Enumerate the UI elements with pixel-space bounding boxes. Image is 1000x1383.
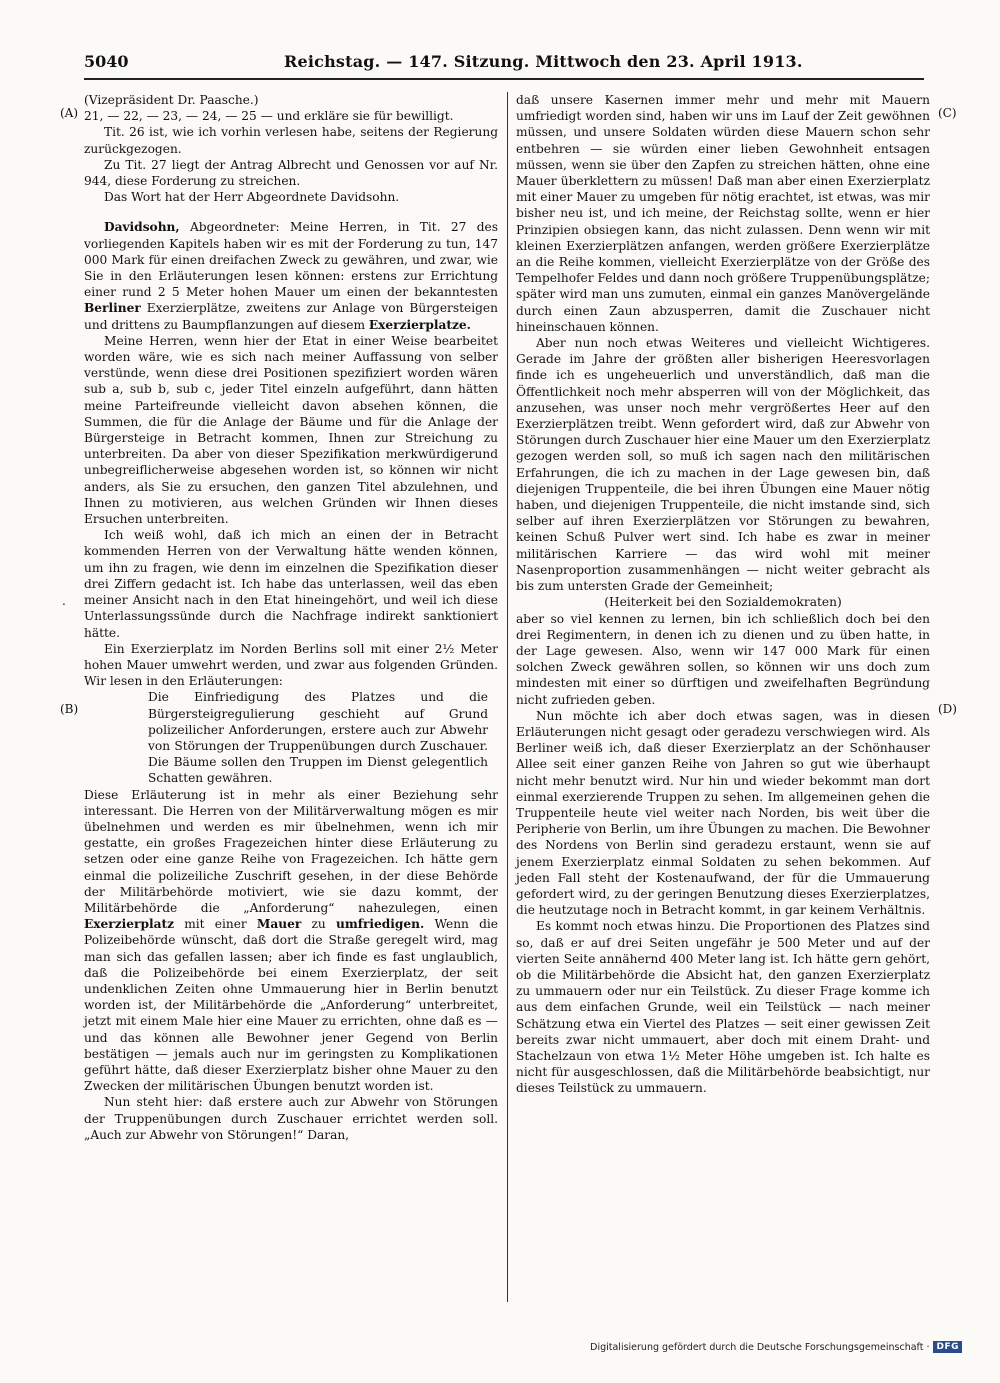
- digitization-footer: [590, 1341, 962, 1353]
- speech-text: Abgeordneter: Meine Herren, in Tit. 27 des vorliegenden Kapitels haben wir es mit der Forderung zu tun, 147 000 Mark für einen dreifachen Zweck zu gewähren, und zwar, wie Sie in den Erläuterungen lesen können: erstens zur Errichtung einer rund 2 5 Meter hohen Mauer um einen der bekanntesten: [84, 220, 498, 300]
- speech-text: Diese Erläuterung ist in mehr als einer Beziehung sehr interessant. Die Herren von der Militärverwaltung mögen es mir übelnehmen und werden es mir übelnehmen, wenn ich mir gestatte, ein großes Fragezeichen hinter diese Erläuterung zu setzen oder eine ganze Reihe von Fragezeichen. Ich hätte gern einmal die polizeiliche Zuschrift gesehen, in der diese Behörde der Militärbehörde motiviert, wie sie dazu kommt, der Militärbehörde die „Anforderung“ nahezulegen, einen: [84, 787, 498, 915]
- presiding-speaker: (Vizepräsident Dr. Paasche.): [84, 93, 259, 107]
- speech-paragraph: daß unsere Kasernen immer mehr und mehr mit Mauern umfriedigt worden sind, haben wir uns im Lauf der Zeit gewöhnen müssen, und unsere Soldaten würden diese Mauern schon sehr entbehren — sie würden einer lieben Gewohnheit entsagen müssen, wenn sie über den Zapfen zu streichen hätten, ohne eine Mauer überklettern zu müssen! Daß man aber einen Exerzierplatz mit einer Mauer zu umgeben für nötig erachtet, ist etwas, was mir bisher neu ist, und ich meine, der Reichstag sollte, wenn er hier Prinzipien obsiegen kann, das nicht zulassen. Denn wenn wir mit kleinen Exerzierplätzen anfangen, werden größere Exerzierplätze an die Reihe kommen, vielleicht Exerzierplätze von der Größe des Tempelhofer Feldes und dann noch größere Truppenübungsplätze; später wird man uns zumuten, einmal ein ganzes Manövergelände durch einen Zaun abzusperren, damit die Zuschauer nicht hineinschauen können.: [516, 93, 930, 334]
- stray-dot: .: [62, 594, 66, 608]
- margin-mark-c: (C): [938, 106, 957, 120]
- margin-mark-d: (D): [938, 702, 957, 716]
- header-rule: [84, 78, 924, 80]
- paragraph: 21, — 22, — 23, — 24, — 25 — und erkläre sie für bewilligt.: [84, 109, 454, 124]
- speech-paragraph: [84, 787, 498, 1095]
- speaker-name: Davidsohn,: [104, 220, 180, 235]
- emphasis-text: umfriedigen.: [335, 917, 425, 932]
- emphasis-text: Exerzierplatze.: [368, 317, 471, 332]
- speech-paragraph: aber so viel kennen zu lernen, bin ich schließlich doch bei den drei Regimentern, in denen ich zu dienen und zu üben hatte, in der Lage gewesen. Also, wenn wir 147 000 Mark für einen solchen Zweck gewähren sollen, so können wir uns doch zum mindesten mit einer so dürftigen und zweifelhaften Begründung nicht zufrieden geben.: [516, 611, 930, 707]
- margin-mark-b: (B): [60, 702, 79, 716]
- page-number: 5040: [84, 52, 129, 71]
- left-column: [84, 92, 498, 1143]
- quoted-explanation: Die Einfriedigung des Platzes und die Bürgersteigregulierung geschieht auf Grund polizeilicher Anforderungen, erstere auch zur Abwehr von Störungen der Truppenübungen durch Zuschauer. Die Bäume sollen den Truppen im Dienst gelegentlich Schatten gewähren.: [148, 690, 488, 786]
- right-column: [516, 92, 930, 1097]
- speech-text: zu: [301, 917, 336, 932]
- page-title: Reichstag. — 147. Sitzung. Mittwoch den 23. April 1913.: [284, 52, 803, 71]
- running-head: [84, 52, 803, 76]
- emphasis-text: Exerzierplatz: [84, 917, 175, 932]
- paragraph: Das Wort hat der Herr Abgeordnete Davidsohn.: [104, 190, 400, 205]
- column-divider: [507, 92, 508, 1302]
- speech-text: Wenn die Polizeibehörde wünscht, daß dort die Straße geregelt wird, mag man sich das gefallen lassen; aber ich finde es fast unglaublich, daß die Polizeibehörde bei einem Exerzierplatz, der seit undenklichen Zeiten ohne Ummauerung hier in Berlin benutzt worden ist, der Militärbehörde die „Anforderung“ unterbreitet, jetzt mit einem Male hier eine Mauer zu errichten, ohne daß es — und das können alle Bewohner jener Gegend von Berlin bestätigen — jemals auch nur im geringsten zu Komplikationen geführt hätte, daß dieser Exerzierplatz bisher ohne Mauer zu den Zwecken der militärischen Übungen benutzt worden ist.: [84, 917, 498, 1094]
- speech-text: mit einer: [174, 917, 257, 932]
- paragraph: Tit. 26 ist, wie ich vorhin verlesen habe, seitens der Regierung zurückgezogen.: [84, 125, 498, 156]
- speech-paragraph: Nun steht hier: daß erstere auch zur Abwehr von Störungen der Truppenübungen durch Zuschauer errichtet werden soll. „Auch zur Abwehr von Störungen!“ Daran,: [84, 1095, 498, 1142]
- speech-text: Exerzierplätze, zweitens zur Anlage von Bürgersteigen und drittens zu Baumpflanzungen auf diesem: [84, 301, 498, 332]
- speech-paragraph: Meine Herren, wenn hier der Etat in einer Weise bearbeitet worden wäre, wie es sich nach meiner Auffassung von selber verstünde, wenn diese drei Positionen spezifiziert worden wären sub a, sub b, sub c, jeder Titel einzeln aufgeführt, dann hätten meine Parteifreunde vielleicht davon absehen können, die Summen, die für die Anlage der Bäume und für die Anlage der Bürgersteige in Betracht kommen, Ihnen zur Streichung zu unterbreiten. Da aber von dieser Spezifikation merkwürdigerund unbegreiflicherweise abgesehen worden ist, so können wir nicht anders, als Sie zu ersuchen, den ganzen Titel abzulehnen, und Ihnen zu motivieren, aus welchen Gründen wir Ihnen dieses Ersuchen unterbreiten.: [84, 333, 498, 527]
- paragraph: Zu Tit. 27 liegt der Antrag Albrecht und Genossen vor auf Nr. 944, diese Forderung zu streichen.: [84, 157, 498, 189]
- speech-paragraph: Nun möchte ich aber doch etwas sagen, was in diesen Erläuterungen nicht gesagt oder geradezu verschwiegen wird. Als Berliner weiß ich, daß dieser Exerzierplatz an der Schönhauser Allee seit einer ganzen Reihe von Jahren so gut wie überhaupt nicht mehr benutzt wird. Nur hin und wieder bekommt man dort einmal exerzierende Truppen zu sehen. Im allgemeinen gehen die Truppenteile heute viel weiter nach Norden, bis weit über die Peripherie von Berlin, um ihre Übungen zu machen. Die Bewohner des Nordens von Berlin sind geradezu erstaunt, wenn sie auf jenem Exerzierplatz einmal Soldaten zu sehen bekommen. Auf jeden Fall steht der Kostenaufwand, der für die Ummauerung gefordert wird, zu der geringen Benutzung dieses Exerzierplatzes, die heutzutage noch in Betracht kommt, in gar keinem Verhältnis.: [516, 708, 930, 918]
- emphasis-text: Mauer: [256, 917, 302, 932]
- dfg-logo-icon: DFG: [933, 1341, 962, 1353]
- emphasis-text: Berliner: [84, 301, 141, 316]
- speech-paragraph: Ich weiß wohl, daß ich mich an einen der in Betracht kommenden Herren von der Verwaltung hätte wenden können, um ihn zu fragen, wie denn im einzelnen die Spezifikation dieser drei Ziffern gedacht ist. Ich habe das unterlassen, weil das eben meiner Ansicht nach in den Etat hineingehört, und weil ich diese Unterlassungssünde durch die Nachfrage indirekt sanktioniert hätte.: [84, 528, 498, 640]
- interjection: (Heiterkeit bei den Sozialdemokraten): [604, 595, 842, 610]
- margin-mark-a: (A): [60, 106, 79, 120]
- speech-paragraph: Es kommt noch etwas hinzu. Die Proportionen des Platzes sind so, daß er auf drei Seiten ungefähr je 500 Meter und auf der vierten Seite annähernd 400 Meter lang ist. Ich hätte gern gehört, ob die Militärbehörde die Absicht hat, den ganzen Exerzierplatz zu ummauern oder nur ein Teilstück. Zu dieser Frage komme ich aus dem einfachen Grunde, weil ein Teilstück — nach meiner Schätzung etwa ein Viertel des Platzes — seit einer gewissen Zeit bereits zwar nicht ummauert, aber doch mit einem Draht- und Stachelzaun von etwa 1½ Meter Höhe umgeben ist. Ich halte es nicht für ausgeschlossen, daß die Militärbehörde beabsichtigt, nur dieses Teilstück zu ummauern.: [516, 919, 930, 1096]
- speech-paragraph: [84, 219, 498, 332]
- speech-paragraph: Ein Exerzierplatz im Norden Berlins soll mit einer 2½ Meter hohen Mauer umwehrt werden, und zwar aus folgenden Gründen. Wir lesen in den Erläuterungen:: [84, 641, 498, 689]
- speech-paragraph: Aber nun noch etwas Weiteres und vielleicht Wichtigeres. Gerade im Jahre der größten aller bisherigen Heeresvorlagen finde ich es ungeheuerlich und unverständlich, daß man die Öffentlichkeit noch mehr absperren will von der Möglichkeit, das anzusehen, was unser noch mehr vergrößertes Heer auf den Exerzierplätzen treibt. Wenn gefordert wird, daß zur Abwehr von Störungen durch Zuschauer hier eine Mauer um den Exerzierplatz gezogen werden soll, so muß ich sagen nach den militärischen Erfahrungen, die ich zu machen in der Lage gewesen bin, daß diejenigen Truppenteile, die bei ihren Übungen eine Mauer nötig haben, und diejenigen Truppenteile, die nicht imstande sind, sich selber auf ihren Exerzierplätzen vor Störungen zu bewahren, keinen Schuß Pulver wert sind. Ich habe es zwar in meiner militärischen Karriere — das wird wohl mit meiner Nasenproportion zusammenhängen — nicht weiter gebracht als bis zum untersten Grade der Gemeinheit;: [516, 336, 930, 594]
- footer-text: Digitalisierung gefördert durch die Deutsche Forschungsgemeinschaft ·: [590, 1341, 930, 1353]
